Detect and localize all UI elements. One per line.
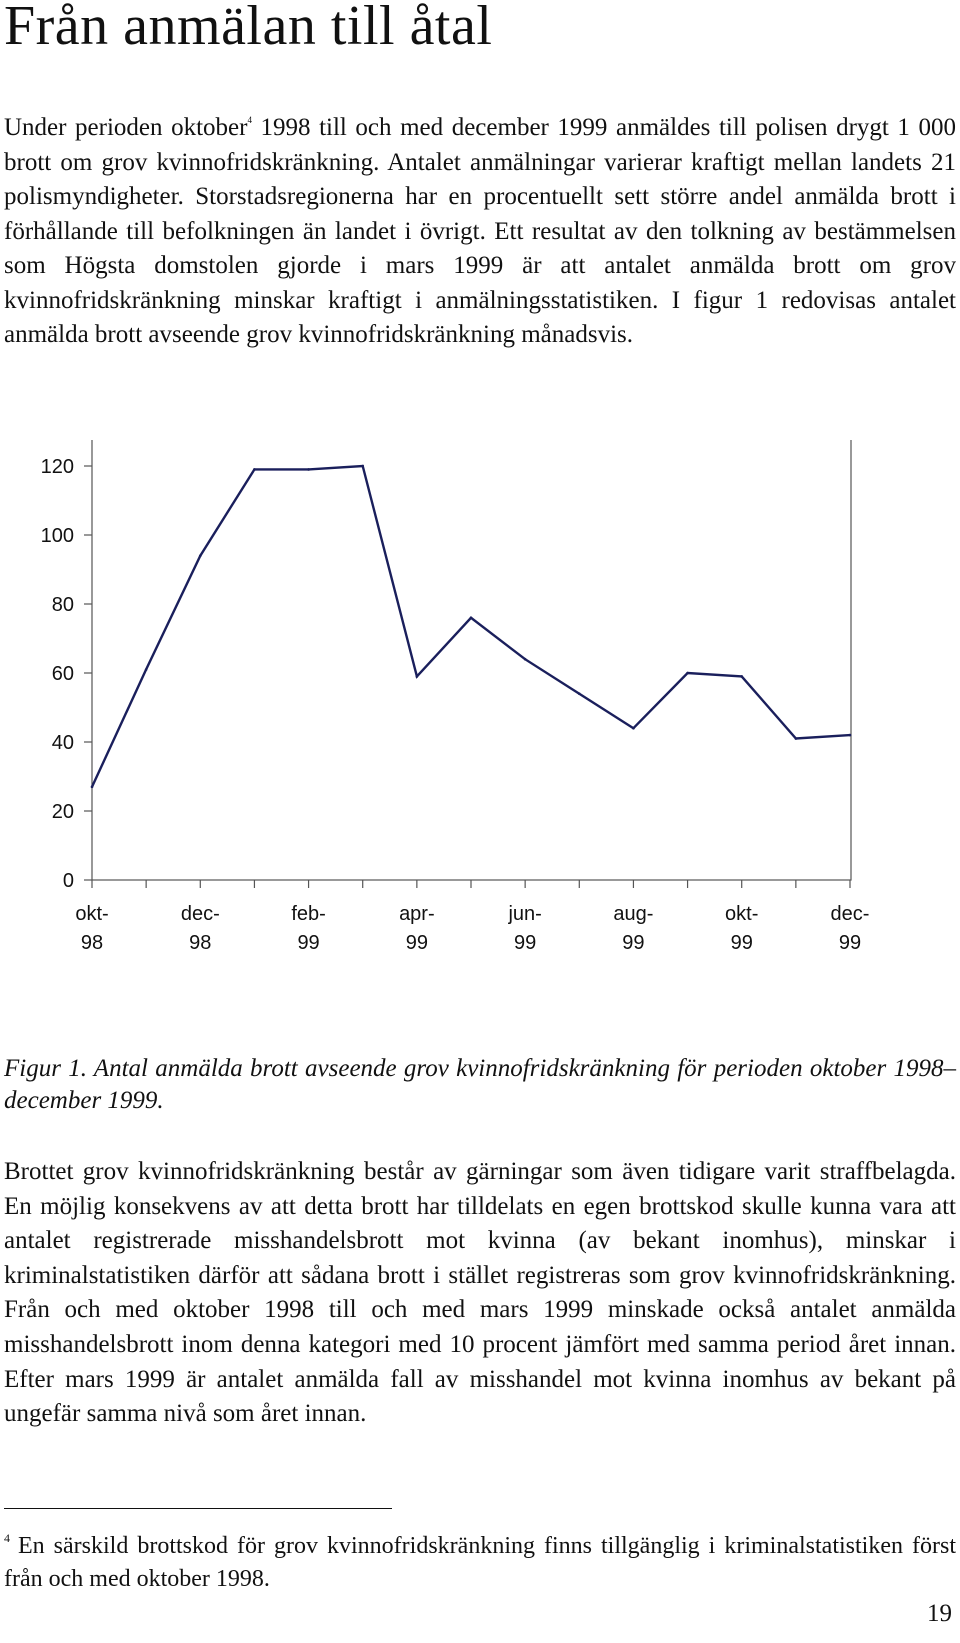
footnote-reference[interactable]: 4 xyxy=(247,115,252,125)
x-tick-label-month: jun- xyxy=(508,903,542,925)
data-point xyxy=(686,672,689,675)
data-point xyxy=(361,465,364,468)
data-point xyxy=(578,692,581,695)
data-series xyxy=(91,465,852,788)
body-paragraph: Brottet grov kvinnofridskränkning består av gärningar som även tidigare varit straffbelagda. En möjlig konsekvens av att detta brott har tilldelats en egen brottskod skulle kunna vara att antalet registrerade misshandelsbrott mot kvinna (av bekant inomhus), minskar i kriminalstatistiken därför att sådana brott i stället registreras som grov kvinnofridskränkning. Från och med oktober 1998 till och med mars 1999 minskade också antalet anmälda misshandelsbrott inom denna kategori med 10 procent jämfört med samma period året innan. Efter mars 1999 är antalet anmälda fall av misshandel mot kvinna inomhus av bekant på ungefär samma nivå som året innan. xyxy=(4,1158,956,1428)
monthly-reports-line-chart xyxy=(0,440,960,1020)
footnote-divider xyxy=(4,1508,392,1509)
x-tick-label-month: dec- xyxy=(830,903,870,925)
x-tick-label-month: okt- xyxy=(725,903,759,925)
data-point xyxy=(795,737,798,740)
intro-text-start: Under perioden oktober xyxy=(4,114,248,141)
series-line xyxy=(92,466,850,787)
y-tick-label: 40 xyxy=(51,732,74,754)
data-point xyxy=(632,727,635,730)
data-point xyxy=(740,675,743,678)
x-tick-label-year: 99 xyxy=(405,932,428,954)
data-point xyxy=(416,675,419,678)
x-tick-label-year: 98 xyxy=(80,932,104,954)
y-tick-label: 100 xyxy=(40,525,74,547)
data-point xyxy=(470,617,473,620)
y-tick-label: 120 xyxy=(40,456,74,478)
x-tick-label-month: okt- xyxy=(75,903,109,925)
y-tick-label: 0 xyxy=(62,870,74,892)
footnote-mark: 4 xyxy=(4,1531,10,1545)
y-tick-label: 60 xyxy=(51,663,74,685)
x-tick-label-month: feb- xyxy=(291,903,326,925)
data-point xyxy=(524,658,527,661)
footnote xyxy=(4,1530,956,1596)
y-tick-label: 80 xyxy=(51,594,74,616)
figure-caption: Figur 1. Antal anmälda brott avseende grov kvinnofridskränkning för perioden oktober 1998–december 1999. xyxy=(4,1055,956,1114)
y-axis xyxy=(41,456,92,892)
data-point xyxy=(145,668,148,671)
x-tick-label-year: 99 xyxy=(730,932,753,954)
x-tick-label-year: 98 xyxy=(189,932,212,954)
data-point xyxy=(199,554,202,557)
page-number: 19 xyxy=(927,1600,952,1627)
plot-area-frame xyxy=(92,440,851,880)
x-tick-label-year: 99 xyxy=(838,932,862,954)
page-title: Från anmälan till åtal xyxy=(4,0,493,57)
x-tick-label-year: 99 xyxy=(622,932,645,954)
x-tick-label-year: 99 xyxy=(297,932,320,954)
x-tick-label-year: 99 xyxy=(514,932,537,954)
data-point xyxy=(91,786,94,789)
x-axis xyxy=(75,880,869,954)
data-point xyxy=(253,468,256,471)
footnote-text: En särskild brottskod för grov kvinnofridskränkning finns tillgänglig i kriminalstatistiken först från och med oktober 1998. xyxy=(4,1533,956,1592)
y-tick-label: 20 xyxy=(51,801,74,823)
intro-paragraph xyxy=(4,111,956,353)
x-tick-label-month: apr- xyxy=(399,903,435,925)
data-point xyxy=(849,734,852,737)
x-tick-label-month: aug- xyxy=(613,903,654,925)
intro-text-rest: 1998 till och med december 1999 anmäldes till polisen drygt 1 000 brott om grov kvinnofridskränkning. Antalet anmälningar varierar kraftigt mellan landets 21 polismyndigheter. Storstadsregionerna har en procentuellt sett större andel anmälda brott i förhållande till befolkningen än landet i övrigt. Ett resultat av den tolkning av bestämmelsen som Högsta domstolen gjorde i mars 1999 är att antalet anmälda brott om grov kvinnofridskränkning minskar kraftigt i anmälningsstatistiken. I figur 1 redovisas antalet anmälda brott avseende grov kvinnofridskränkning månadsvis. xyxy=(4,114,957,348)
data-point xyxy=(307,468,310,471)
x-tick-label-month: dec- xyxy=(180,903,220,925)
